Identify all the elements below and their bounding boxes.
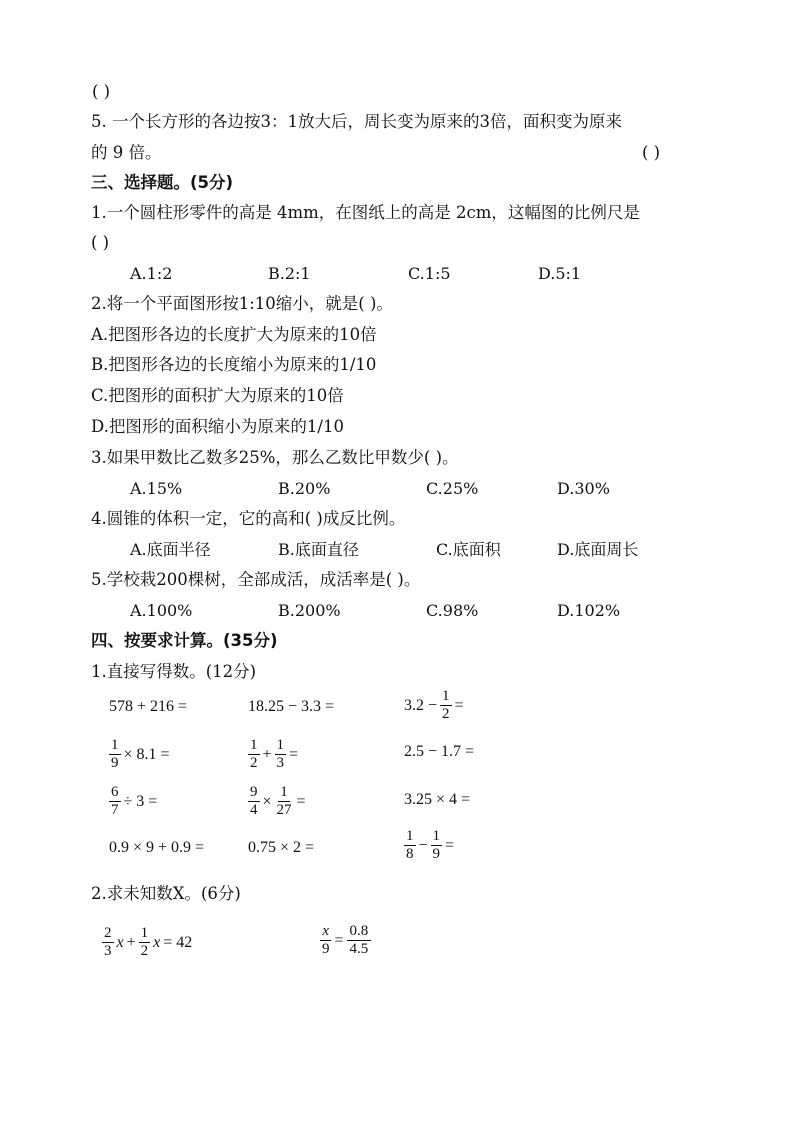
calc-4-tail: × 8.1 = (123, 745, 170, 763)
q5-statement-line1: 5. 一个长方形的各边按3：1放大后，周长变为原来的3倍，面积变为原来 (91, 112, 622, 131)
s3-q4-stem: 4.圆锥的体积一定，它的高和( )成反比例。 (91, 509, 406, 528)
q5-answer-blank: ( ) (642, 143, 661, 162)
s3-q1-option-c: C.1:5 (408, 264, 451, 283)
equation-1-rhs: = 42 (163, 933, 193, 951)
variable-x: x (153, 933, 161, 951)
fraction: $\frac{0.8}{4.5}$ (347, 924, 372, 957)
fraction: $\frac{1}{2}$ (140, 925, 149, 959)
calc-6 (404, 743, 474, 761)
calc-8 (248, 785, 306, 818)
section4-title: 四、按要求计算。(35分) (91, 631, 278, 650)
s3-q3-option-a: A.15% (130, 479, 183, 498)
calc-2 (248, 698, 334, 716)
calc-11 (248, 839, 314, 857)
answer-paren: ( ) (92, 82, 111, 101)
fraction: $\frac{6}{7}$ (111, 784, 119, 818)
calc-4 (109, 738, 170, 771)
s3-q4-option-c: C.底面积 (436, 540, 501, 559)
calc-6-text: 2.5 − 1.7 = (404, 743, 475, 760)
calc-1 (109, 698, 187, 716)
variable-x: x (116, 933, 124, 951)
fraction: $\frac{9}{4}$ (250, 784, 258, 818)
s3-q1-option-b: B.2:1 (268, 264, 311, 283)
s3-q3-option-c: C.25% (426, 479, 479, 498)
s4-sub1-title: 1.直接写得数。(12分) (91, 662, 257, 681)
fraction: $\frac{1}{8}$ (406, 828, 414, 862)
equals-sign: = (445, 836, 455, 854)
calc-9 (404, 791, 470, 809)
calc-2-text: 18.25 − 3.3 = (248, 698, 335, 715)
operator: + (262, 745, 272, 763)
s3-q4-option-d: D.底面周长 (557, 540, 639, 559)
operator: × (262, 792, 272, 810)
s3-q3-option-b: B.20% (278, 479, 331, 498)
s3-q1-line1: 1.一个圆柱形零件的高是 4mm，在图纸上的高是 2cm，这幅图的比例尺是 (91, 203, 640, 222)
s3-q5-option-c: C.98% (426, 601, 479, 620)
s3-q5-option-b: B.200% (278, 601, 341, 620)
s4-sub2-title: 2.求未知数X。(6分) (91, 884, 241, 903)
equals-sign: = (334, 931, 344, 949)
operator: + (126, 933, 136, 951)
section3-title: 三、选择题。(5分) (91, 173, 234, 192)
s3-q5-option-a: A.100% (130, 601, 193, 620)
calc-10-text: 0.9 × 9 + 0.9 = (109, 839, 205, 856)
s3-q5-option-d: D.102% (557, 601, 621, 620)
calc-7-tail: ÷ 3 = (123, 792, 158, 810)
fraction: $\frac{1}{27}$ (276, 784, 292, 818)
s3-q5-stem: 5.学校栽200棵树，全部成活，成活率是( )。 (91, 570, 421, 589)
calc-3 (404, 689, 464, 722)
s3-q1-option-d: D.5:1 (538, 264, 582, 283)
s3-q2-option-c: C.把图形的面积扩大为原来的10倍 (91, 386, 344, 405)
equals-sign: = (296, 792, 306, 810)
fraction: $\frac{1}{9}$ (111, 737, 119, 771)
equals-sign: = (454, 696, 464, 714)
calc-11-text: 0.75 × 2 = (248, 839, 315, 856)
s3-q1-option-a: A.1:2 (130, 264, 173, 283)
fraction: $\frac{1}{2}$ (442, 688, 450, 722)
s3-q3-stem: 3.如果甲数比乙数多25%，那么乙数比甲数少( )。 (91, 448, 459, 467)
calc-1-text: 578 + 216 = (109, 698, 188, 715)
equation-2 (320, 924, 371, 957)
equals-sign: = (289, 745, 299, 763)
q5-statement-line2: 的 9 倍。 (91, 143, 162, 162)
calc-3-lead: 3.2 − (404, 696, 438, 714)
fraction: $\frac{1}{9}$ (432, 828, 441, 862)
operator: − (418, 836, 428, 854)
fraction: $\frac{1}{3}$ (276, 737, 285, 771)
calc-7 (109, 785, 157, 818)
equation-1 (102, 926, 192, 959)
calc-5 (248, 738, 298, 771)
fraction: $\frac{2}{3}$ (104, 925, 112, 959)
calc-10 (109, 839, 204, 857)
s3-q2-option-b: B.把图形各边的长度缩小为原来的1/10 (91, 355, 377, 374)
s3-q4-option-b: B.底面直径 (278, 540, 359, 559)
s3-q2-stem: 2.将一个平面图形按1:10缩小，就是( )。 (91, 294, 393, 313)
s3-q2-option-d: D.把图形的面积缩小为原来的1/10 (91, 417, 344, 436)
s3-q2-option-a: A.把图形各边的长度扩大为原来的10倍 (91, 325, 377, 344)
s3-q1-line2: ( ) (91, 233, 110, 252)
fraction: $\frac{x}{9}$ (322, 923, 330, 957)
s3-q3-option-d: D.30% (557, 479, 610, 498)
fraction: $\frac{1}{2}$ (250, 737, 258, 771)
s3-q4-option-a: A.底面半径 (130, 540, 211, 559)
calc-12 (404, 829, 454, 862)
calc-9-text: 3.25 × 4 = (404, 791, 471, 808)
